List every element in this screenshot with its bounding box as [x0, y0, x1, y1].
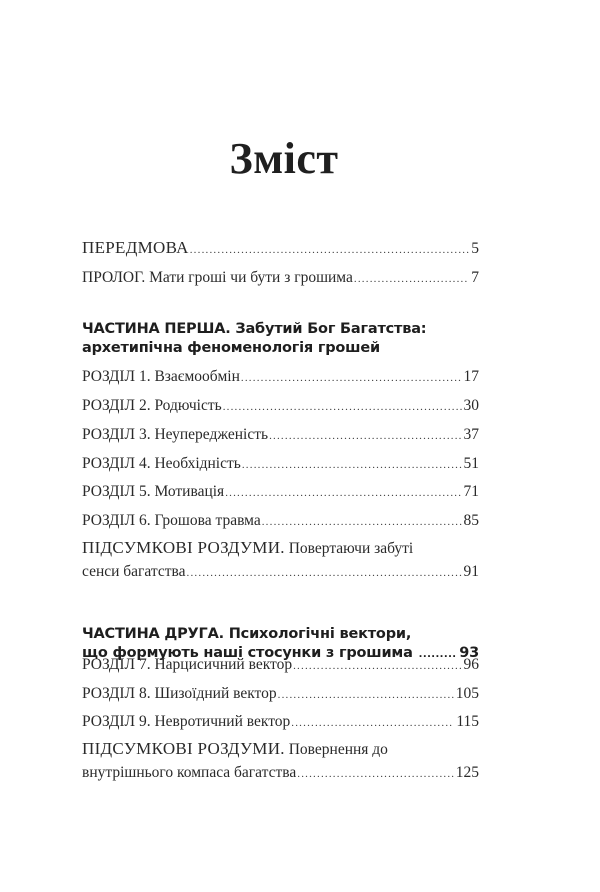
toc-page-number: 85 — [463, 512, 479, 529]
toc-page-number: 17 — [463, 368, 479, 385]
toc-entry-chapter-8[interactable] — [82, 684, 479, 704]
toc-entry-label: РОЗДІЛ 6. Грошова травма — [82, 512, 261, 529]
toc-part-one-heading[interactable] — [82, 320, 479, 358]
toc-page-number: 7 — [471, 269, 479, 286]
toc-entry-chapter-3[interactable] — [82, 425, 479, 445]
part-heading-line2: архетипічна феноменологія грошей — [82, 340, 380, 356]
toc-page-number: 30 — [463, 397, 479, 414]
dot-leader — [297, 764, 454, 784]
toc-entry-chapter-5[interactable] — [82, 482, 479, 502]
toc-entry-label: РОЗДІЛ 3. Неупередженість — [82, 426, 269, 443]
toc-page-number: 125 — [455, 764, 479, 781]
toc-entry-chapter-6[interactable] — [82, 511, 479, 531]
summary-title-end: сенси багатства — [82, 563, 186, 580]
toc-entry-label: ПЕРЕДМОВА — [82, 238, 189, 257]
dot-leader — [354, 269, 469, 289]
toc-entry-label: РОЗДІЛ 4. Необхідність — [82, 455, 241, 472]
dot-leader — [291, 713, 454, 733]
toc-entry-chapter-4[interactable] — [82, 454, 479, 474]
toc-entry-label: РОЗДІЛ 7. Нарцисичний вектор — [82, 656, 293, 673]
toc-entry-part-one-summary[interactable] — [82, 538, 479, 582]
dot-leader — [225, 483, 461, 503]
toc-entry-label: РОЗДІЛ 5. Мотивація — [82, 483, 225, 500]
toc-page-number: 115 — [456, 713, 479, 730]
toc-page-number: 71 — [463, 483, 479, 500]
dot-leader — [269, 426, 461, 446]
toc-entry-part-two-summary[interactable] — [82, 739, 479, 783]
toc-entry-label: РОЗДІЛ 9. Невротичний вектор — [82, 713, 291, 730]
dot-leader — [241, 368, 462, 388]
toc-entry-label: РОЗДІЛ 8. Шизоїдний вектор — [82, 685, 277, 702]
toc-page-number: 105 — [455, 685, 479, 702]
summary-title-end: внутрішнього компаса багатства — [82, 764, 297, 781]
toc-entry-label: ПРОЛОГ. Мати гроші чи бути з грошима — [82, 269, 353, 286]
summary-caps-label: ПІДСУМКОВІ РОЗДУМИ. — [82, 538, 285, 557]
toc-page-number: 91 — [463, 563, 479, 580]
summary-title-start: Повернення до — [288, 741, 388, 758]
summary-caps-label: ПІДСУМКОВІ РОЗДУМИ. — [82, 739, 285, 758]
dot-leader — [278, 685, 454, 705]
dot-leader — [242, 455, 462, 475]
toc-entry-prologue[interactable] — [82, 268, 479, 288]
dot-leader — [223, 397, 462, 417]
page-title: Зміст — [229, 134, 339, 183]
toc-entry-label: РОЗДІЛ 1. Взаємообмін — [82, 368, 240, 385]
toc-entry-label: РОЗДІЛ 2. Родючість — [82, 397, 222, 414]
part-heading-line1: ЧАСТИНА ДРУГА. Психологічні вектори, — [82, 626, 412, 642]
toc-entry-preface[interactable] — [82, 238, 479, 258]
toc-page-number: 96 — [463, 656, 479, 673]
summary-title-start: Повертаючи забуті — [288, 540, 414, 557]
toc-entry-chapter-2[interactable] — [82, 396, 479, 416]
toc-page-number: 93 — [459, 645, 479, 661]
toc-page-number: 37 — [463, 426, 479, 443]
toc-entry-chapter-9[interactable] — [82, 712, 479, 732]
part-heading-line1: ЧАСТИНА ПЕРША. Забутий Бог Багатства: — [82, 321, 427, 337]
dot-leader — [187, 563, 462, 583]
toc-page-number: 51 — [463, 455, 479, 472]
dot-leader — [262, 512, 462, 532]
part-heading-line2: що формують наші стосунки з грошима — [82, 645, 413, 661]
dot-leader — [293, 656, 461, 676]
toc-entry-chapter-1[interactable] — [82, 367, 479, 387]
toc-page-number: 5 — [471, 240, 479, 257]
toc-entry-chapter-7[interactable] — [82, 655, 479, 675]
dot-leader — [190, 240, 470, 260]
